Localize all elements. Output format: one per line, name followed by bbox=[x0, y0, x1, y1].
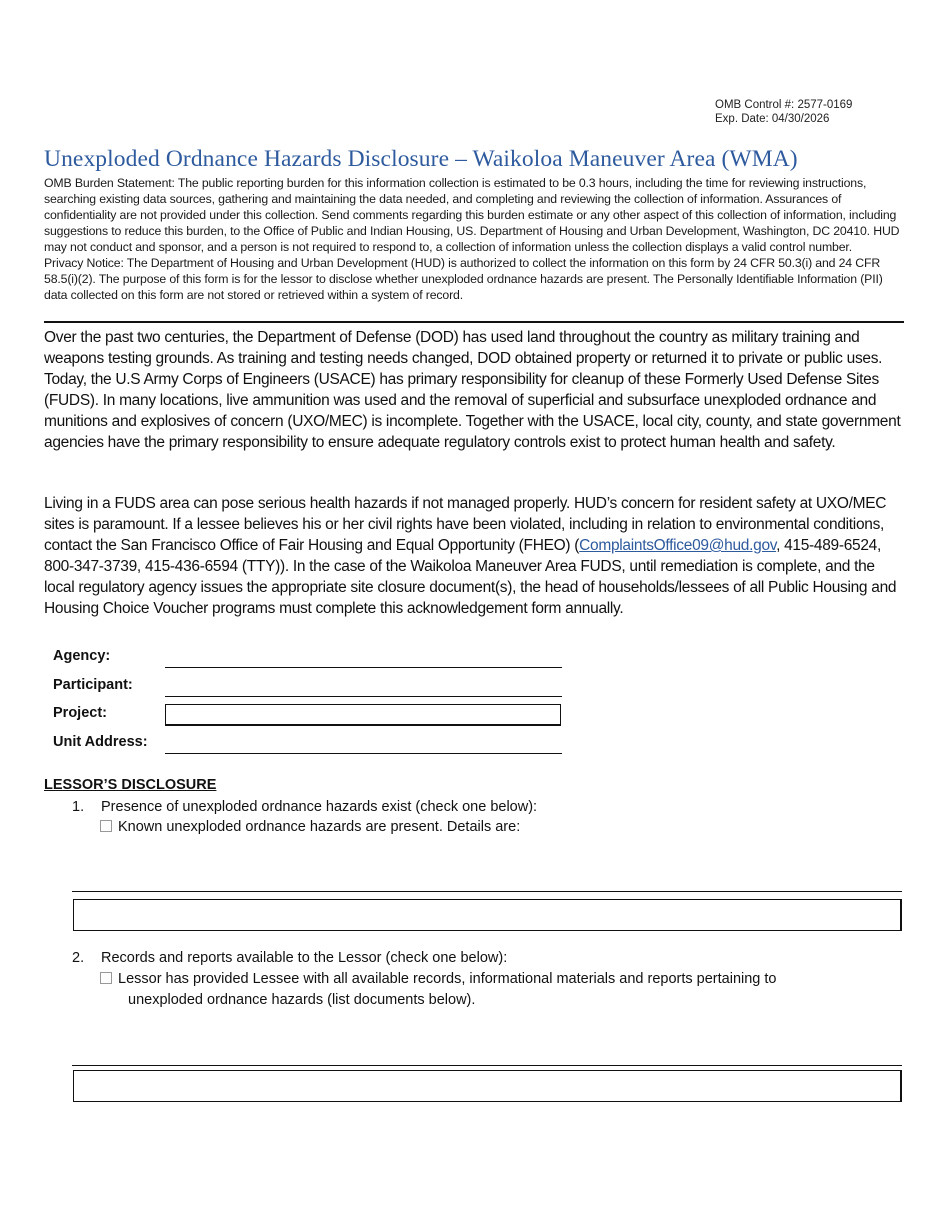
privacy-notice: Privacy Notice: The Department of Housing and Urban Development (HUD) is authorized to collect the information on this form by 24 CFR 50.3(i) and 24 CFR 58.5(i)(2). The purpose of this form is for the lessor to disclose whether unexploded ordnance hazards are present. The Personally Identifiable Information (PII) data collected on this form are not stored or retrieved within a system of record. bbox=[44, 256, 883, 302]
project-field[interactable] bbox=[165, 704, 561, 726]
burden-statement: OMB Burden Statement: The public reporting burden for this information collection is estimated to be 0.3 hours, including the time for reviewing instructions, searching existing data sources, gathering and maintaining the data needed, and completing and reviewing the collection of information. Assurances of confidentiality are not provided under this collection. Send comments regarding this burden estimate or any other aspect of this collection of information, including suggestions to reduce this burden, to the Office of Public and Indian Housing, US. Department of Housing and Urban Development, Washington, DC 20410. HUD may not conduct and sponsor, and a person is not required to respond to, a collection of information unless the collection displays a valid control number. bbox=[44, 176, 900, 254]
records-provided-checkbox[interactable] bbox=[100, 972, 112, 984]
header-divider bbox=[44, 321, 904, 323]
omb-control-block bbox=[715, 98, 852, 126]
burden-and-privacy bbox=[44, 175, 906, 303]
intro-paragraph-1 bbox=[44, 327, 906, 453]
item-1-option bbox=[100, 817, 860, 838]
item-2-option-text-1: Lessor has provided Lessee with all available records, informational materials and reports pertaining to bbox=[118, 971, 777, 987]
agency-row bbox=[53, 647, 573, 673]
agency-label: Agency: bbox=[53, 648, 111, 664]
item-2-option-line-2: unexploded ordnance hazards (list documents below). bbox=[128, 992, 476, 1008]
paragraph-1-text: Over the past two centuries, the Department of Defense (DOD) has used land throughout the country as military training and weapons testing grounds. As training and testing needs changed, DOD obtained property or returned it to private or public uses. Today, the U.S Army Corps of Engineers (USACE) has primary responsibility for cleanup of these Formerly Used Defense Sites (FUDS). In many locations, live ammunition was used and the removal of superficial and subsurface unexploded ordnance and munitions and explosives of concern (UXO/MEC) is incomplete. Together with the USACE, local city, county, and state government agencies have the primary responsibility to ensure adequate regulatory controls exist to protect human health and safety. bbox=[44, 329, 901, 451]
agency-field[interactable] bbox=[165, 667, 562, 668]
participant-label: Participant: bbox=[53, 677, 133, 693]
omb-exp-date: Exp. Date: 04/30/2026 bbox=[715, 113, 830, 125]
paragraph-2-after: , 415-489-6524, 800-347-3739, 415-436-6594 (TTY)). In the case of the Waikoloa Maneuver Area FUDS, until remediation is complete, and the local regulatory agency issues the appropriate site closure document(s), the head of households/lessees of all Public Housing and Housing Choice Voucher programs must complete this acknowledgement form annually. bbox=[44, 537, 897, 617]
omb-control-number: OMB Control #: 2577-0169 bbox=[715, 99, 853, 111]
item-1-option-text: Known unexploded ordnance hazards are present. Details are: bbox=[118, 819, 521, 835]
paragraph-2-before: Living in a FUDS area can pose serious health hazards if not managed properly. HUD’s concern for resident safety at UXO/MEC sites is paramount. If a lessee believes his or her civil rights have been violated, including in relation to environmental conditions, contact the San Francisco Office of Fair Housing and Equal Opportunity (FHEO) ( bbox=[44, 495, 887, 554]
page-title: Unexploded Ordnance Hazards Disclosure – Waikoloa Maneuver Area (WMA) bbox=[44, 146, 798, 172]
item-2-option bbox=[100, 969, 860, 1011]
project-label: Project: bbox=[53, 705, 107, 721]
unit-address-row bbox=[53, 733, 573, 759]
item-1-text: Presence of unexploded ordnance hazards exist (check one below): bbox=[101, 799, 538, 815]
participant-field[interactable] bbox=[165, 696, 562, 697]
unit-address-label: Unit Address: bbox=[53, 734, 148, 750]
item-2-option-line-1 bbox=[100, 969, 860, 990]
item-1-number: 1. bbox=[72, 799, 85, 815]
hazards-present-checkbox[interactable] bbox=[100, 820, 112, 832]
unit-address-field[interactable] bbox=[165, 753, 562, 754]
item-2-documents-line bbox=[72, 1065, 902, 1066]
project-row bbox=[53, 704, 573, 730]
complaints-email-link[interactable]: ComplaintsOffice09@hud.gov bbox=[579, 537, 777, 554]
item-1-details-box[interactable] bbox=[73, 899, 902, 931]
item-2-text: Records and reports available to the Lessor (check one below): bbox=[101, 950, 508, 966]
lessor-disclosure-heading: LESSOR’S DISCLOSURE bbox=[44, 777, 217, 793]
paragraph-2-text bbox=[44, 493, 906, 619]
item-1-details-line bbox=[72, 891, 902, 892]
participant-row bbox=[53, 676, 573, 702]
intro-paragraph-2 bbox=[44, 493, 906, 619]
item-2-number: 2. bbox=[72, 950, 85, 966]
item-2-documents-box[interactable] bbox=[73, 1070, 902, 1102]
